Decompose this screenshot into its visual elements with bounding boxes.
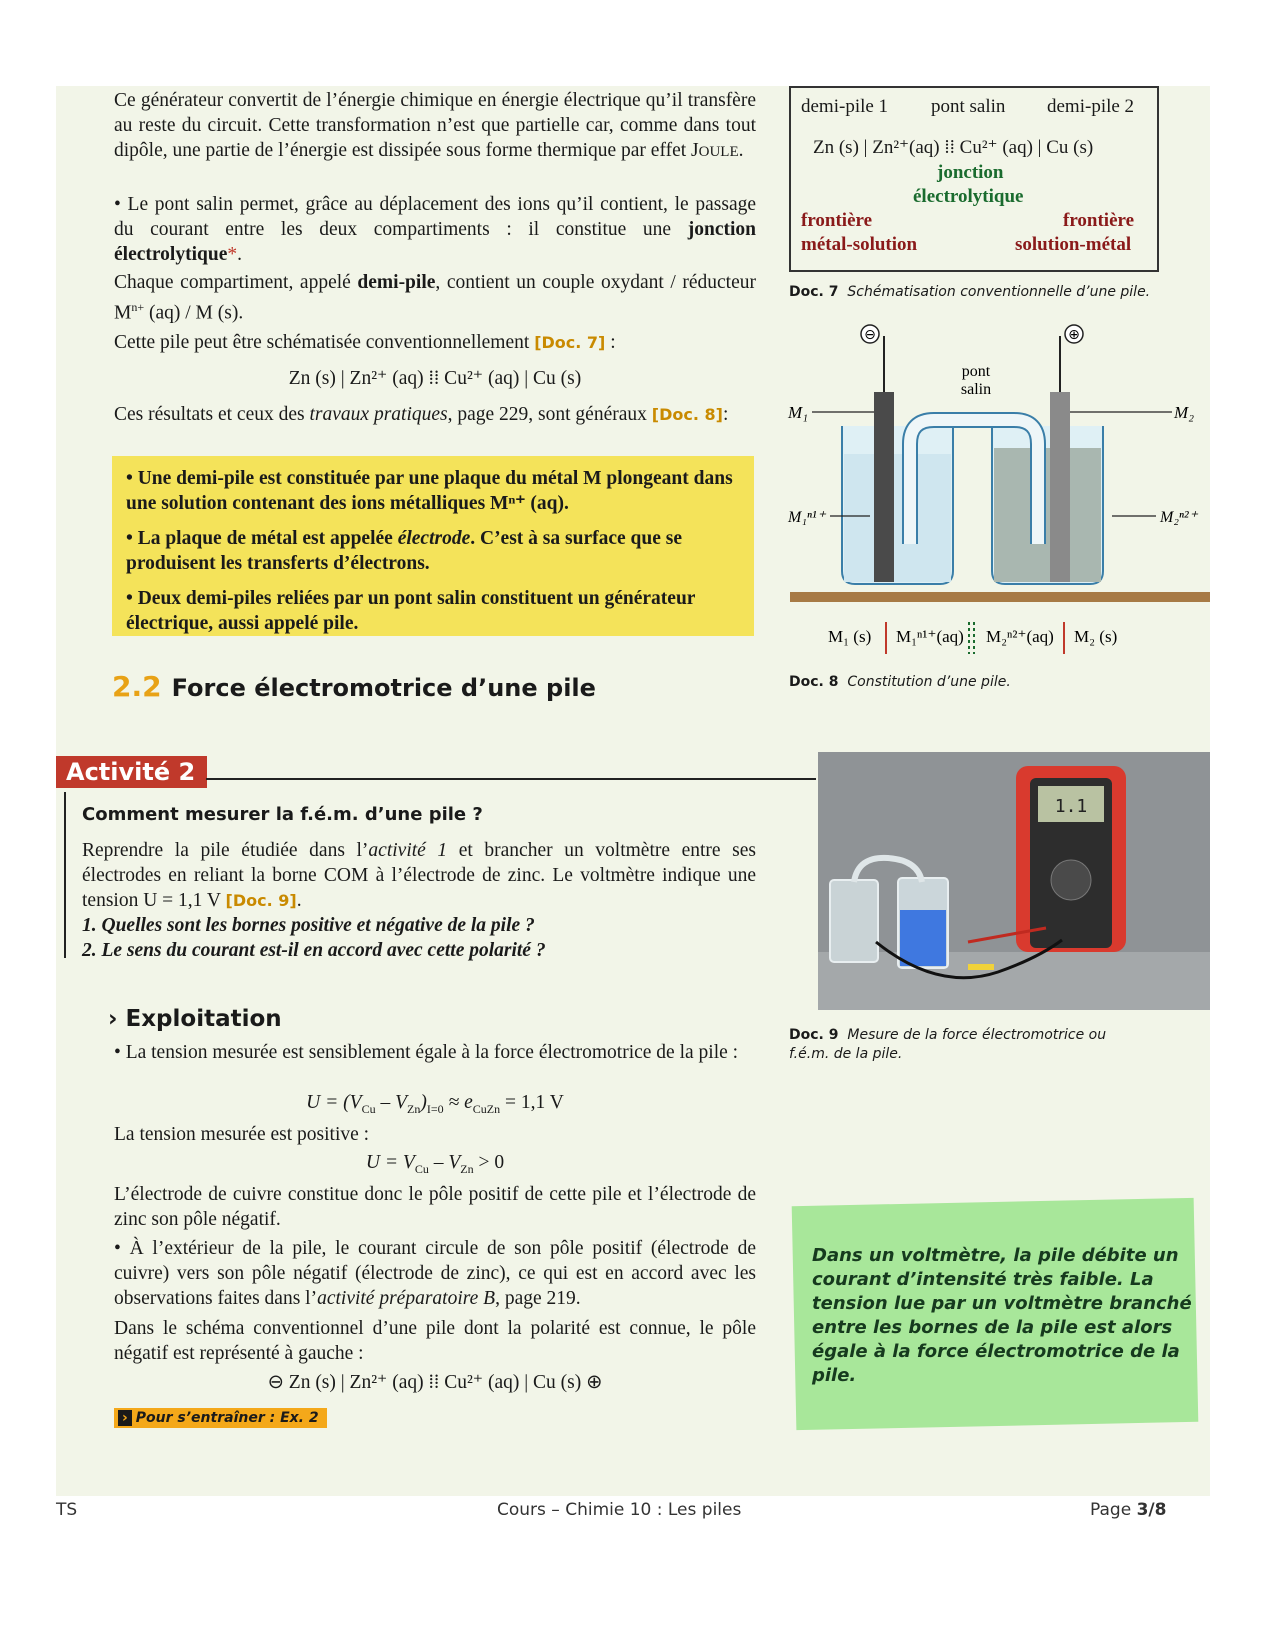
pont-label-2: salin: [960, 381, 992, 398]
activity-question: Comment mesurer la f.é.m. d’une pile ?: [82, 804, 483, 825]
m1-ion-label: M₁ⁿ¹⁺: [788, 509, 826, 526]
solution-1: [844, 454, 951, 582]
electrode-1: [874, 392, 894, 582]
summary-item: • Deux demi-piles reliées par un pont salin constituent un générateur électrique, aussi appelé pile.: [126, 588, 696, 634]
paragraph-resultats: Ces résultats et ceux des travaux pratiques, page 229, sont généraux [Doc. 8]:: [114, 404, 729, 425]
exercise-link[interactable]: › Pour s’entraîner : Ex. 2: [114, 1408, 327, 1428]
doc8-eq-m2ion: M₂ⁿ²⁺(aq): [986, 627, 1054, 646]
footer-title: Cours – Chimie 10 : Les piles: [497, 1500, 742, 1520]
paragraph-demi-pile: Chaque compartiment, appelé demi-pile, contient un couple oxydant / réducteur $M^{n+}$ (aq) / M (s).: [114, 272, 756, 324]
activity-label: Activité 2: [56, 756, 207, 788]
summary-item: • La plaque de métal est appelée électrode. C’est à sa surface que se produisent les transferts d’électrons.: [126, 528, 682, 574]
footer-page: Page 3/8: [1090, 1500, 1167, 1520]
section-number: 2.2: [112, 670, 162, 703]
lead-marker: [968, 964, 994, 970]
formula-positive: $U = V_{Cu} - V_{Zn} > 0$: [365, 1152, 505, 1176]
paragraph-schema: Cette pile peut être schématisée conventionnellement [Doc. 7] :: [114, 332, 616, 353]
doc8-eq-m1: M₁ (s): [828, 627, 872, 646]
voltmeter-photo-illustration: [818, 752, 1210, 1010]
doc8-caption: Doc. 8 Constitution d’une pile.: [789, 674, 1011, 690]
minus-label: ⊖: [864, 327, 876, 343]
note-text: Dans un voltmètre, la pile débite un courant d’intensité très faible. La tension lue par un voltmètre branché entre les bornes de la pile est alors égale à la force électromotrice de la pile.: [812, 1245, 1192, 1386]
doc7-demi-pile-1: demi-pile 1: [801, 96, 889, 117]
summary-box: [112, 456, 754, 636]
exploitation-text-3: L’électrode de cuivre constitue donc le pôle positif de cette pile et l’électrode de zinc son pôle négatif.: [114, 1184, 756, 1230]
activity-side-rule: [64, 792, 66, 958]
doc7-caption: Doc. 7 Schématisation conventionnelle d’une pile.: [789, 284, 1151, 300]
activity-divider: [206, 778, 816, 780]
table-surface: [790, 592, 1210, 602]
paragraph-generator: Ce générateur convertit de l’énergie chimique en énergie électrique qu’il transfère au reste du circuit. Cette transformation n’est que partielle car, comme dans tout dipôle, une partie de l’énergie est dissipée sous forme thermique par effet JOULE.: [114, 90, 756, 161]
m2-ion-label: M₂ⁿ²⁺: [1160, 509, 1198, 526]
pont-label-1: pont: [961, 363, 991, 380]
textbook-page: [56, 86, 1210, 1496]
voltmeter-reading: 1.1: [1054, 796, 1088, 817]
exploitation-text-1: • La tension mesurée est sensiblement égale à la force électromotrice de la pile :: [114, 1042, 739, 1063]
chevron-right-icon: ›: [118, 1410, 132, 1426]
formula-fem: $U = (V_{Cu} - V_{Zn})_{I=0} \approx e_{CuZn} = 1,1$ V: [306, 1092, 564, 1116]
exploitation-text-2: La tension mesurée est positive :: [114, 1124, 370, 1145]
summary-item: • Une demi-pile est constituée par une plaque du métal M plongeant dans une solution contenant des ions métalliques Mⁿ⁺ (aq).: [126, 468, 733, 514]
doc8-eq-m1ion: M₁ⁿ¹⁺(aq): [896, 627, 964, 646]
footer-class: TS: [56, 1500, 78, 1520]
activity-question-1: 1. Quelles sont les bornes positive et négative de la pile ?: [82, 915, 535, 936]
doc7-metal-solution: métal-solution: [801, 234, 918, 255]
doc7-frontiere-2: frontière: [1063, 210, 1135, 231]
exploitation-heading: › Exploitation: [108, 1006, 282, 1032]
m2-label: M₂: [1174, 403, 1195, 422]
doc7-solution-metal: solution-métal: [1015, 234, 1132, 255]
activity-instructions: Reprendre la pile étudiée dans l’activité 1 et brancher un voltmètre entre ses électrodes en reliant la borne COM à l’électrode de zinc. Le voltmètre indique une tension U = 1,1 V [Doc. 9]. 1. Quelles sont les bornes positive et négative de la pile ? 2. Le sens du courant est-il en accord avec cette polarité ?: [82, 840, 756, 961]
doc7-demi-pile-2: demi-pile 2: [1047, 96, 1135, 117]
plus-label: ⊕: [1068, 327, 1080, 343]
m1-label: M₁: [788, 403, 809, 422]
electrode-2: [1050, 392, 1070, 582]
doc9-photo: [818, 752, 1210, 1010]
doc7-jonction: jonction: [937, 162, 1004, 183]
doc9-caption: Doc. 9 Mesure de la force électromotrice ou f.é.m. de la pile.: [789, 1027, 1107, 1062]
voltmeter-dial-icon: [1051, 860, 1091, 900]
copper-solution: [900, 910, 946, 966]
activity-question-2: 2. Le sens du courant est-il en accord avec cette polarité ?: [82, 940, 546, 961]
beaker-clear: [830, 880, 878, 962]
doc7-pont-salin: pont salin: [931, 96, 1006, 117]
exploitation-text-5: Dans le schéma conventionnel d’une pile dont la polarité est connue, le pôle négatif est représenté à gauche :: [114, 1318, 756, 1364]
doc7-diagram: [789, 86, 1159, 272]
doc7-equation: Zn (s) | Zn²⁺(aq) ⁞⁞ Cu²⁺ (aq) | Cu (s): [813, 137, 1094, 158]
section-title: Force électromotrice d’une pile: [171, 674, 596, 702]
doc7-frontiere-1: frontière: [801, 210, 873, 231]
paragraph-pont-salin: • Le pont salin permet, grâce au déplacement des ions qu’il contient, le passage du courant entre les deux compartiments : il constitue une jonction électrolytique*.: [114, 194, 756, 265]
exploitation-text-4: • À l’extérieur de la pile, le courant circule de son pôle positif (électrode de cuivre) vers son pôle négatif (électrode de zinc), ce qui est en accord avec les observations faites dans l’activité préparatoire B, page 219.: [114, 1238, 756, 1309]
section-heading: [112, 670, 596, 703]
solution-2: [994, 448, 1101, 582]
formula-polarity: ⊖ Zn (s) | Zn²⁺ (aq) ⁞⁞ Cu²⁺ (aq) | Cu (s) ⊕: [267, 1372, 603, 1393]
formula-pile: Zn (s) | Zn²⁺ (aq) ⁞⁞ Cu²⁺ (aq) | Cu (s): [288, 368, 582, 389]
doc8-diagram: [782, 316, 1210, 676]
doc7-electrolytique: électrolytique: [913, 186, 1024, 207]
doc8-eq-m2: M₂ (s): [1074, 627, 1118, 646]
